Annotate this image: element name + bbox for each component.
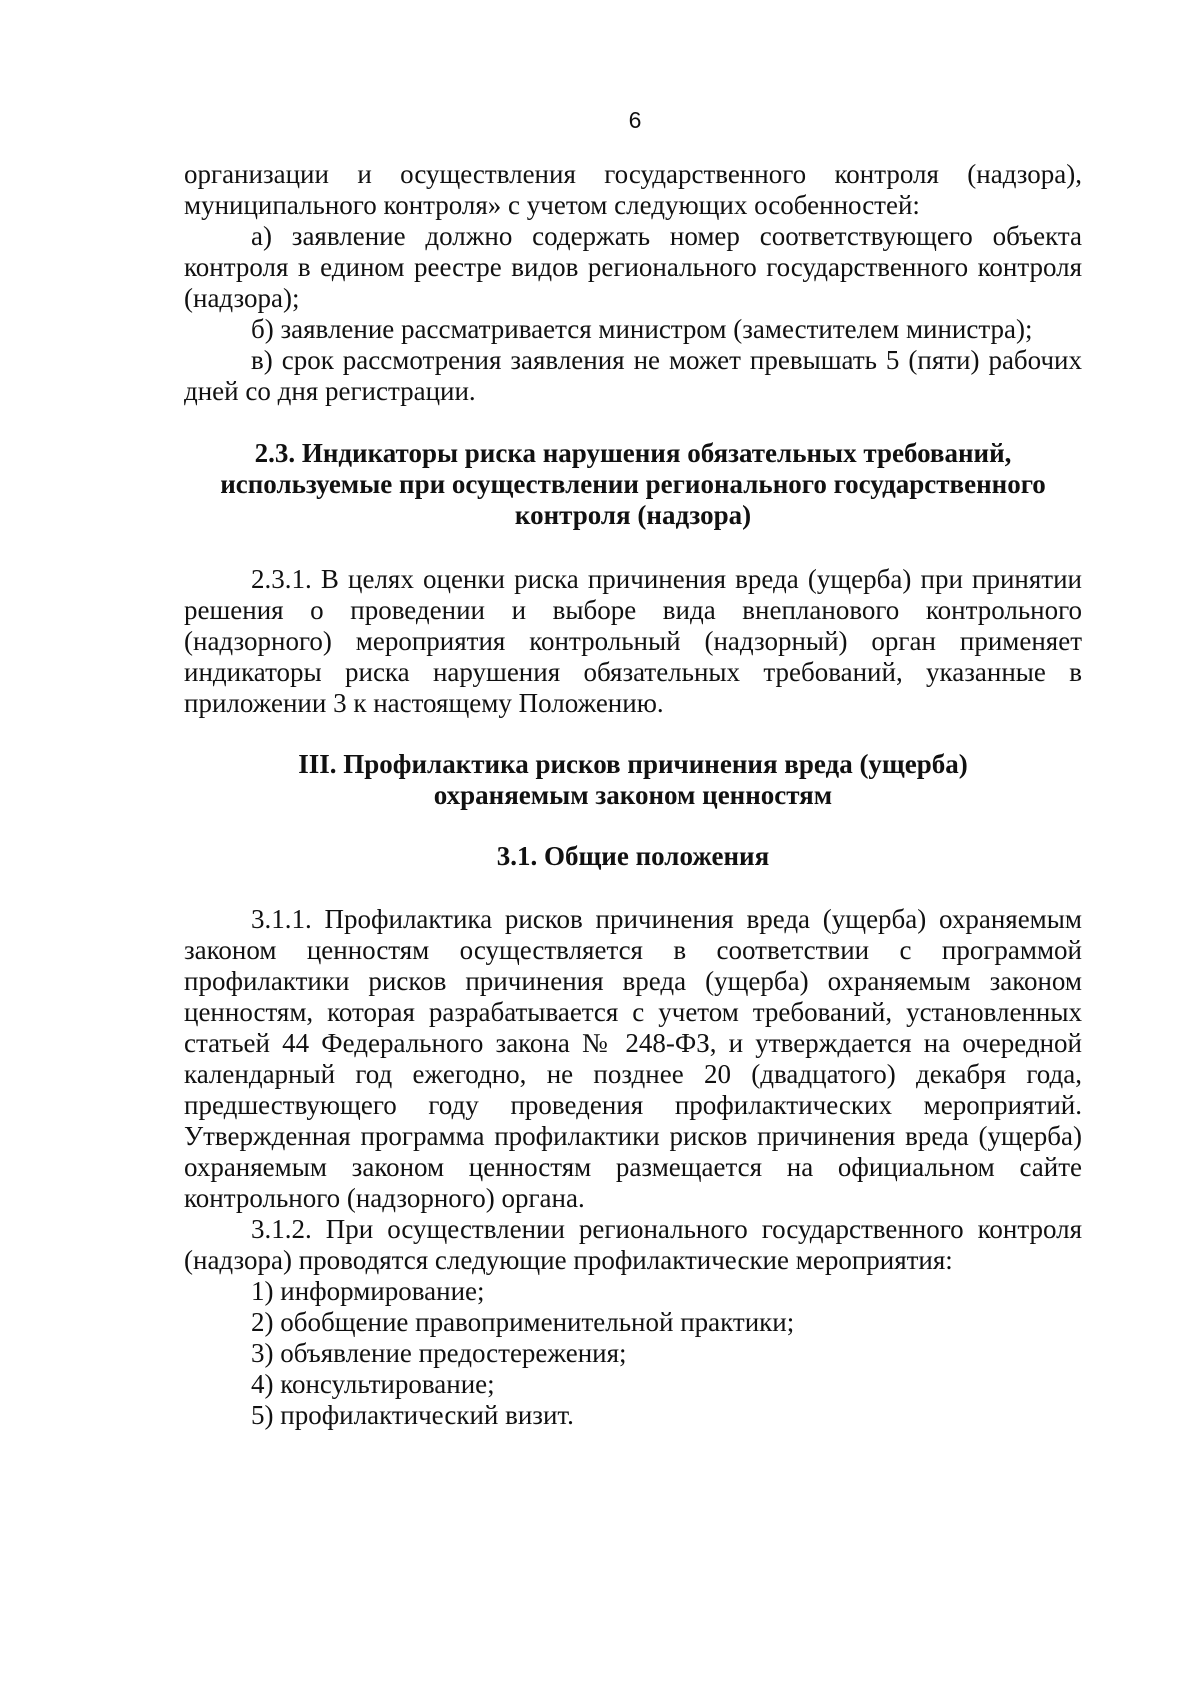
page-number: 6	[628, 107, 642, 133]
section-3-heading-line1: III. Профилактика рисков причинения вреда (ущерба)	[298, 749, 968, 779]
spacer	[184, 811, 1082, 841]
section-2-3-heading: 2.3. Индикаторы риска нарушения обязательных требований, используемые при осуществлении регионального государственного контроля (надзора)	[220, 438, 1046, 530]
intro-item-c: в) срок рассмотрения заявления не может превышать 5 (пяти) рабочих дней со дня регистрации.	[184, 345, 1082, 406]
intro-paragraph: организации и осуществления государственного контроля (надзора), муниципального контроля» с учетом следующих особенностей:	[184, 159, 1082, 220]
list-item: 4) консультирование;	[251, 1369, 495, 1399]
spacer	[184, 872, 1082, 904]
list-item: 3) объявление предостережения;	[251, 1338, 627, 1368]
intro-item-a: а) заявление должно содержать номер соответствующего объекта контроля в едином реестре видов регионального государственного контроля (надзора);	[184, 221, 1082, 313]
paragraph-3-1-2: 3.1.2. При осуществлении регионального государственного контроля (надзора) проводятся следующие профилактические мероприятия:	[184, 1214, 1082, 1275]
spacer	[184, 531, 1082, 564]
section-3-heading-line2: охраняемым законом ценностям	[433, 780, 833, 810]
intro-item-b: б) заявление рассматривается министром (заместителем министра);	[251, 314, 1033, 344]
spacer	[184, 407, 1082, 438]
paragraph-2-3-1: 2.3.1. В целях оценки риска причинения вреда (ущерба) при принятии решения о проведении и выборе вида внепланового контрольного (надзорного) мероприятия контрольный (надзорный) орган применяет индикаторы риска нарушения обязательных требований, указанные в приложении 3 к настоящему Положению.	[184, 564, 1082, 718]
list-item: 5) профилактический визит.	[251, 1400, 574, 1430]
list-item: 2) обобщение правоприменительной практики;	[251, 1307, 795, 1337]
section-3-1-heading: 3.1. Общие положения	[496, 841, 770, 871]
list-item: 1) информирование;	[251, 1276, 485, 1306]
paragraph-3-1-1: 3.1.1. Профилактика рисков причинения вреда (ущерба) охраняемым законом ценностям осуществляется в соответствии с программой профилактики рисков причинения вреда (ущерба) охраняемым законом ценностям, которая разрабатывается с учетом требований, установленных статьей 44 Федерального закона № 248-ФЗ, и утверждается на очередной календарный год ежегодно, не позднее 20 (двадцатого) декабря года, предшествующего году проведения профилактических мероприятий. Утвержденная программа профилактики рисков причинения вреда (ущерба) охраняемым законом ценностям размещается на официальном сайте контрольного (надзорного) органа.	[184, 904, 1082, 1213]
spacer	[184, 719, 1082, 749]
document-body	[184, 159, 1082, 1431]
